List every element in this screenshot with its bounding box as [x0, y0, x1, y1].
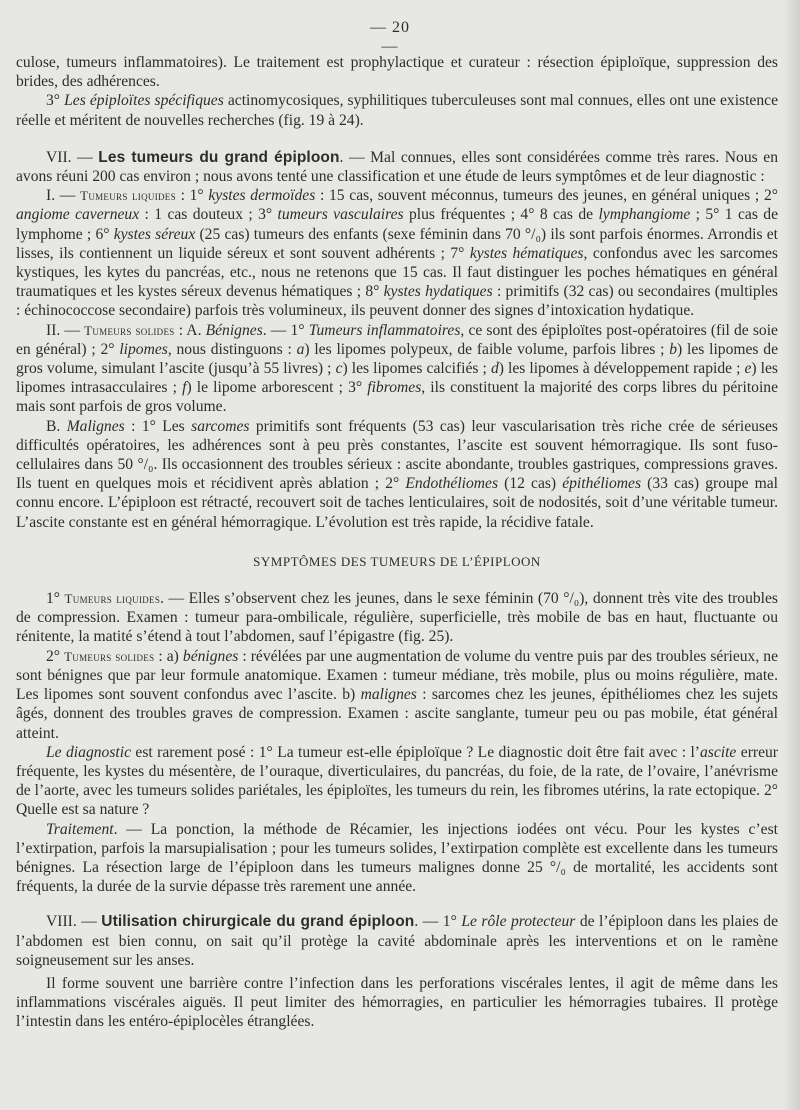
text-run: : 1 cas douteux ; 3°	[139, 206, 278, 224]
text-it: épithéliomes	[562, 475, 642, 493]
text-it: Les épiploïtes spécifiques	[64, 92, 224, 110]
text-it: bénignes	[182, 647, 239, 665]
text-it: Le diagnostic	[46, 743, 131, 761]
text-run: actinomycosiques, syphilitiques tuberculeuses sont mal connues, elles ont une existence réelle et méritent de nouvelles recherches (fig. 19 à 24).	[16, 92, 778, 129]
text-run: VIII. —	[46, 913, 102, 931]
text-it: Malignes	[66, 417, 125, 435]
text-run: 1°	[46, 590, 65, 608]
text-it: tumeurs vasculaires	[277, 206, 404, 224]
text-run: I. —	[46, 187, 81, 205]
text-run: SYMPTÔMES DES TUMEURS DE L’ÉPIPLOON	[253, 553, 541, 569]
text-run: (33 cas) groupe mal connu encore. L’épiploon est rétracté, recouvert soit de taches lenticulaires, soit de nodosités, soit d’une véritable tumeur. L’ascite constante est en général hémorragique. L’évolution est très rapide, la récidive fatale.	[16, 475, 778, 531]
text-run: , nous distinguons :	[167, 340, 297, 358]
text-run: ) les lipomes calcifiés ;	[342, 360, 491, 378]
text-run: ) les lipomes polypeux, de faible volume, parfois libres ;	[304, 340, 670, 358]
text-run: B.	[46, 417, 67, 435]
paragraph	[16, 820, 778, 897]
text-run: . — 1°	[262, 321, 309, 339]
paragraph	[16, 417, 778, 532]
text-run: 3°	[46, 92, 65, 110]
text-run: : 1°	[175, 187, 209, 205]
text-it: d	[490, 360, 499, 378]
text-heading: Les tumeurs du grand épiploon	[98, 148, 340, 166]
page-number: — 20 —	[370, 19, 410, 56]
text-it: kystes dermoïdes	[208, 187, 316, 205]
text-sc: Tumeurs solides	[64, 648, 155, 664]
text-it: kystes séreux	[113, 225, 196, 243]
document-body	[16, 53, 778, 1032]
text-run: de l’épiploon dans les plaies de l’abdomen est bien connu, on sait qu’il protège la cavité abdominale après les interventions et on le ramène soigneusement sur les anses.	[16, 913, 779, 969]
text-sc: Tumeurs liquides	[64, 591, 161, 607]
text-it: kystes hydatiques	[383, 283, 493, 301]
text-sc: Tumeurs liquides	[80, 188, 176, 204]
text-run: . — Elles s’observent chez les jeunes, dans le sexe féminin (70 °/₀), donnent très vite des troubles de compression. Examen : tumeur para-ombilicale, régulière, superficielle, très mobile de bas en haut, fluctuante ou rénitente, la matité s’étend à tout l’abdomen, sauf l’épigastre (fig. 25).	[16, 590, 778, 646]
text-it: a	[296, 340, 305, 358]
text-it: e	[744, 360, 752, 378]
text-it: Traitement	[46, 820, 114, 838]
text-run: : 1° Les	[124, 417, 192, 435]
text-it: Endothéliomes	[405, 475, 499, 493]
text-it: Tumeurs inflammatoires	[308, 321, 461, 339]
text-run: erreur fréquente, les kystes du mésentère, de l’ouraque, diverticulaires, du pancréas, du foie, de la rate, de l’ovaire, l’anévrisme de l’aorte, avec les tumeurs solides pariétales, les épiploïtes, les tumeurs du rein, les fibromes utérins, la rate ectopique. 2° Quelle est sa nature ?	[16, 743, 778, 819]
text-it: f	[182, 379, 187, 397]
text-it: b	[669, 340, 678, 358]
paragraph	[16, 743, 778, 820]
text-run: : 15 cas, souvent méconnus, tumeurs des jeunes, en général uniques ; 2°	[315, 187, 778, 205]
text-run: ) les lipomes intrasacculaires ;	[16, 360, 778, 397]
text-run: plus fréquentes ; 4° 8 cas de	[403, 206, 599, 224]
text-run: : révélées par une augmentation de volume du ventre puis par des troubles sérieux, ne sont bénignes que par leur formule anatomique. Examen : tumeur médiane, très mobile, plus ou moins régulière, mate. Les lipomes sont souvent confondus avec l’ascite. b)	[16, 647, 778, 704]
text-run: , ce sont des épiploïtes post-opératoires (fil de soie en général) ; 2°	[16, 321, 778, 358]
text-run: , confondus avec les sarcomes kystiques, les kytes du pancréas, etc., nous ne retenons que 15 cas. Il faut distinguer les poches hématiques en général traumatiques et les kystes séreux devenus hématiques ; 8°	[16, 244, 779, 301]
text-it: sarcomes	[191, 417, 250, 435]
text-it: fibromes	[367, 379, 422, 397]
text-run: . — 1°	[414, 913, 462, 931]
text-run: ) le lipome arborescent ; 3°	[186, 379, 368, 397]
text-run: 2°	[46, 647, 65, 665]
text-it: ascite	[699, 743, 737, 761]
text-run: . — Mal connues, elles sont considérées comme très rares. Nous en avons réuni 200 cas environ ; nous avons tenté une classification et une étude de leurs symptômes et de leur diagnostic :	[16, 148, 778, 186]
text-sc: Tumeurs solides	[84, 322, 175, 338]
text-run: . — La ponction, la méthode de Récamier, les injections iodées ont vécu. Pour les kystes c’est l’extirpation, parfois la marsupialisation ; pour les tumeurs solides, l’extirpation complète est excellente dans les tumeurs bénignes. La résection large de l’épiploon dans les tumeurs malignes donne 25 °/₀ de mortalité, les accidents sont fréquents, la durée de la survie dépasse très rarement une année.	[16, 820, 778, 896]
text-it: c	[335, 360, 343, 378]
text-it: malignes	[360, 686, 417, 704]
paragraph	[16, 974, 778, 1032]
text-it: Bénignes	[205, 321, 263, 339]
text-heading: Utilisation chirurgicale du grand épiploon	[101, 913, 415, 931]
text-run: : sarcomes chez les jeunes, épithéliomes chez les sujets âgés, donnent des troubles graves de compression. Examen : ascite sanglante, tumeur peu ou pas mobile, état général atteint.	[16, 686, 778, 742]
text-run: ) les lipomes de gros volume, simulant l’ascite (jusqu’à 55 livres) ;	[16, 340, 778, 378]
text-run: : a)	[154, 647, 183, 665]
text-run: (12 cas)	[498, 475, 563, 493]
text-run: primitifs sont fréquents (53 cas) leur vascularisation très riche crée de sérieuses difficultés opératoires, les adhérences sont à peu près constantes, l’ascite est souvent hémorragique. Ils sont fuso-cellulaires dans 50 °/₀. Ils occasionnent des troubles sérieux : ascite abondante, troubles gastriques, compressions graves. Ils tuent en quelques mois et récidivent après ablation ; 2°	[16, 417, 778, 493]
text-run: II. —	[46, 321, 85, 339]
text-run: culose, tumeurs inflammatoires). Le traitement est prophylactique et curateur : résection épiploïque, suppression des brides, des adhérences.	[16, 54, 778, 91]
paragraph	[16, 647, 778, 743]
text-it: kystes hématiques	[469, 244, 584, 262]
text-it: lymphangiome	[598, 206, 691, 224]
text-run: (25 cas) tumeurs des enfants (sexe féminin dans 70 °/₀) ils sont parfois énormes. Arrondis et lisses, ils contiennent un liquide séreux et sont souvent adhérents ; 7°	[16, 225, 778, 262]
text-run: : A.	[174, 321, 206, 339]
paragraph	[16, 53, 778, 91]
paragraph	[16, 91, 778, 129]
text-run: : primitifs (32 cas) ou secondaires (multiples : échinococcose secondaire) parfois très volumineux, ils peuvent donner des signes d’intoxication hydatique.	[16, 283, 778, 320]
paragraph	[16, 321, 778, 417]
text-it: Le rôle protecteur	[461, 913, 576, 931]
text-it: lipomes	[119, 340, 168, 358]
text-run: ) les lipomes à développement rapide ;	[498, 360, 745, 378]
paragraph	[16, 186, 778, 320]
paragraph	[16, 148, 778, 186]
paragraph	[16, 912, 778, 970]
section-heading	[16, 552, 778, 571]
text-run: Il forme souvent une barrière contre l’infection dans les perforations viscérales lentes, il agit de même dans les inflammations viscérales aiguës. Il peut limiter des hémorragies, en particulier les hémorragies tubaires. Il protège l’intestin dans les entéro-épiplocèles étranglées.	[16, 974, 778, 1031]
text-run: est rarement posé : 1° La tumeur est-elle épiploïque ? Le diagnostic doit être fait avec : l’	[131, 743, 700, 761]
text-run: ; 5° 1 cas de lymphome ; 6°	[16, 206, 778, 243]
text-run: VII. —	[46, 148, 99, 166]
text-it: angiome caverneux	[16, 206, 140, 224]
paragraph	[16, 589, 778, 647]
text-run: , ils constituent la majorité des corps libres du péritoine mais sont parfois de gros volume.	[16, 379, 778, 416]
